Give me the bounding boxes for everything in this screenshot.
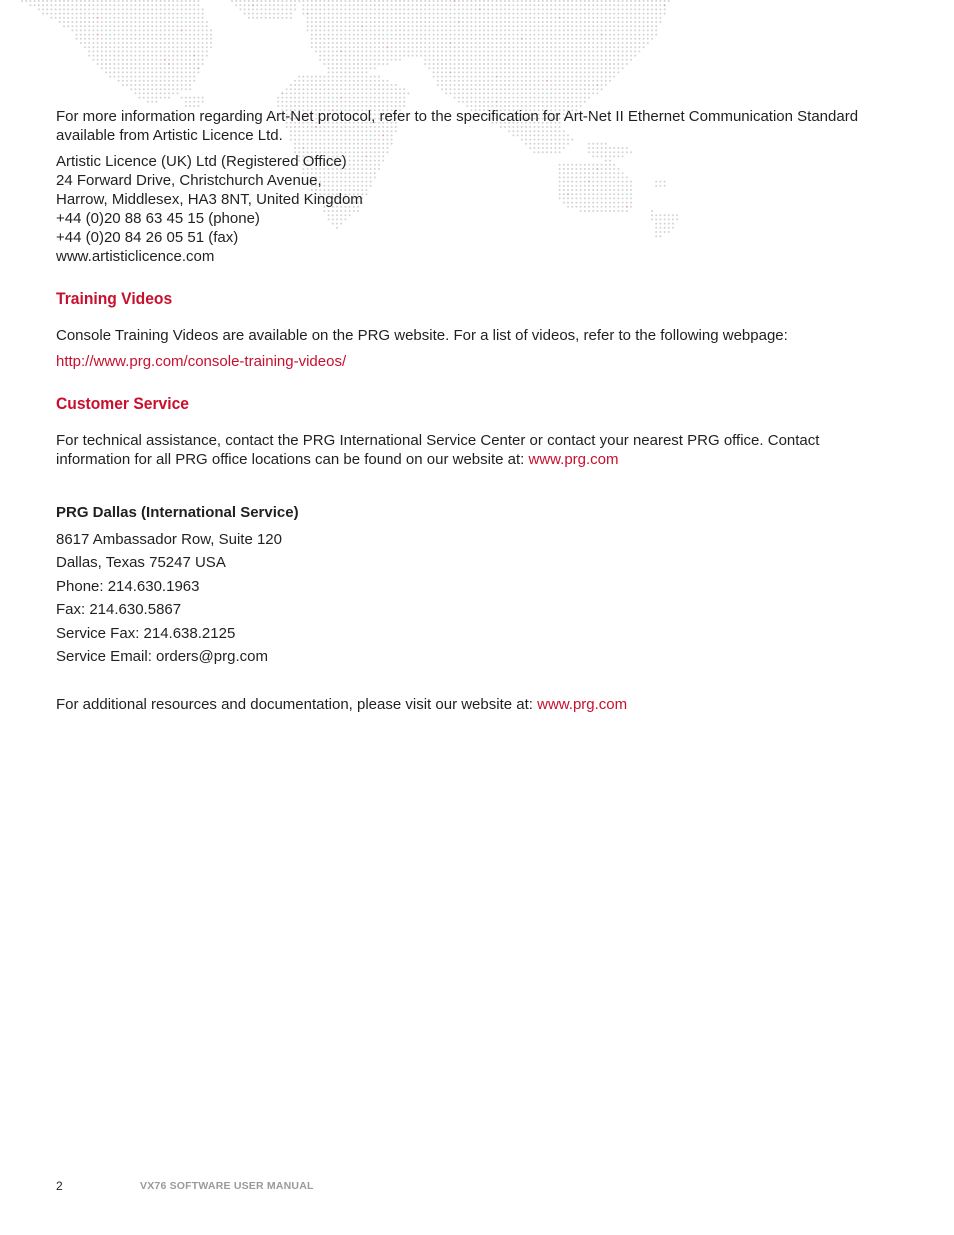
fax-line: +44 (0)20 84 26 05 51 (fax)	[56, 229, 239, 246]
phone-line: +44 (0)20 88 63 45 15 (phone)	[56, 210, 260, 227]
office-service-email: Service Email: orders@prg.com	[56, 648, 268, 666]
footer-manual-title: VX76 SOFTWARE USER MANUAL	[140, 1180, 314, 1192]
training-videos-link[interactable]: http://www.prg.com/console-training-videos/	[56, 353, 347, 370]
page-content	[56, 107, 876, 714]
resources-paragraph	[56, 695, 876, 714]
training-videos-paragraph: Console Training Videos are available on the PRG website. For a list of videos, refer to the following webpage:	[56, 327, 788, 344]
training-videos-heading: Training Videos	[56, 289, 173, 308]
address-line: Harrow, Middlesex, HA3 8NT, United Kingdom	[56, 191, 363, 208]
office-title: PRG Dallas (International Service)	[56, 504, 299, 521]
customer-service-paragraph	[56, 431, 876, 469]
prg-website-link[interactable]: www.prg.com	[528, 451, 619, 468]
office-service-fax: Service Fax: 214.638.2125	[56, 624, 236, 642]
office-fax: Fax: 214.630.5867	[56, 601, 182, 619]
website-line: www.artisticlicence.com	[56, 248, 215, 265]
office-city-line: Dallas, Texas 75247 USA	[56, 554, 226, 572]
artnet-paragraph: For more information regarding Art-Net protocol, refer to the specification for Art-Net II Ethernet Communication Standard available from Artistic Licence Ltd.	[56, 108, 859, 144]
resources-text: For additional resources and documentation, please visit our website at:	[56, 696, 538, 714]
address-line: Artistic Licence (UK) Ltd (Registered Office)	[56, 153, 347, 170]
office-details	[56, 528, 876, 668]
artistic-licence-address	[56, 152, 876, 266]
address-line: 24 Forward Drive, Christchurch Avenue,	[56, 172, 322, 189]
office-address-line: 8617 Ambassador Row, Suite 120	[56, 531, 282, 548]
customer-service-text: For technical assistance, contact the PRG International Service Center or contact your nearest PRG office. Contact information for all PRG office locations can be found on our website at:	[56, 432, 820, 468]
office-phone: Phone: 214.630.1963	[56, 577, 200, 595]
page-number: 2	[56, 1179, 63, 1193]
resources-website-link[interactable]: www.prg.com	[537, 696, 628, 714]
customer-service-heading: Customer Service	[56, 394, 190, 413]
